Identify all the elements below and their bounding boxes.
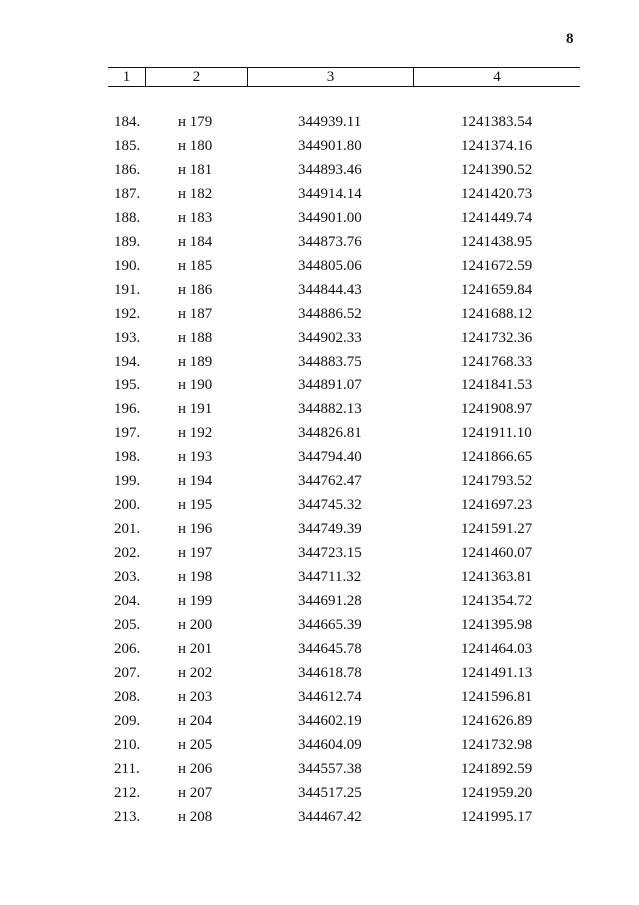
row-number: 202. <box>114 545 141 562</box>
point-name: н 196 <box>178 521 213 538</box>
coordinate-y: 1241793.52 <box>461 473 533 490</box>
point-name: н 194 <box>178 473 213 490</box>
coordinate-y: 1241697.23 <box>461 497 533 514</box>
table-row <box>0 615 639 639</box>
table-row <box>0 352 639 376</box>
coordinate-x: 344893.46 <box>298 161 362 178</box>
table-row <box>0 639 639 663</box>
coordinate-x: 344618.78 <box>298 664 362 681</box>
coordinate-x: 344939.11 <box>298 114 362 130</box>
point-name: н 195 <box>178 497 213 514</box>
row-number: 208. <box>114 688 141 705</box>
coordinate-y: 1241768.33 <box>461 353 533 370</box>
point-name: н 180 <box>178 137 213 154</box>
page-number: 8 <box>566 31 574 47</box>
table-row <box>0 136 639 160</box>
row-number: 191. <box>114 281 141 298</box>
row-number: 185. <box>114 137 141 154</box>
coordinate-x: 344604.09 <box>298 736 362 753</box>
coordinate-y: 1241841.53 <box>461 377 533 394</box>
point-name: н 191 <box>178 401 213 418</box>
point-name: н 182 <box>178 185 213 202</box>
point-name: н 207 <box>178 784 213 801</box>
coordinate-y: 1241374.16 <box>461 137 533 154</box>
point-name: н 179 <box>178 114 213 130</box>
coordinate-x: 344749.39 <box>298 521 362 538</box>
row-number: 194. <box>114 353 141 370</box>
table-row <box>0 519 639 543</box>
coordinate-y: 1241659.84 <box>461 281 533 298</box>
row-number: 211. <box>114 760 140 777</box>
table-row <box>0 423 639 447</box>
point-name: н 193 <box>178 449 213 466</box>
row-number: 190. <box>114 257 141 274</box>
coordinate-y: 1241438.95 <box>461 233 533 250</box>
coordinate-x: 344901.80 <box>298 137 362 154</box>
table-row <box>0 663 639 687</box>
point-name: н 206 <box>178 760 213 777</box>
row-number: 187. <box>114 185 141 202</box>
row-number: 209. <box>114 712 141 729</box>
table-body <box>0 112 639 831</box>
coordinate-x: 344745.32 <box>298 497 362 514</box>
coordinate-x: 344557.38 <box>298 760 362 777</box>
point-name: н 201 <box>178 640 213 657</box>
coordinate-y: 1241732.98 <box>461 736 533 753</box>
table-row <box>0 687 639 711</box>
row-number: 200. <box>114 497 141 514</box>
coordinate-y: 1241383.54 <box>461 114 533 130</box>
coordinate-y: 1241420.73 <box>461 185 533 202</box>
table-row <box>0 591 639 615</box>
point-name: н 198 <box>178 569 213 586</box>
table-row <box>0 256 639 280</box>
row-number: 192. <box>114 305 141 322</box>
point-name: н 185 <box>178 257 213 274</box>
coordinate-y: 1241892.59 <box>461 760 533 777</box>
coordinate-y: 1241626.89 <box>461 712 533 729</box>
table-row <box>0 807 639 831</box>
table-row <box>0 711 639 735</box>
coordinate-y: 1241959.20 <box>461 784 533 801</box>
coordinate-y: 1241688.12 <box>461 305 533 322</box>
coordinate-x: 344711.32 <box>298 569 362 586</box>
coordinate-y: 1241911.10 <box>461 425 532 442</box>
coordinate-x: 344665.39 <box>298 617 362 634</box>
point-name: н 205 <box>178 736 213 753</box>
coordinate-x: 344612.74 <box>298 688 362 705</box>
coordinate-x: 344645.78 <box>298 640 362 657</box>
row-number: 188. <box>114 209 141 226</box>
coordinate-x: 344805.06 <box>298 257 362 274</box>
row-number: 198. <box>114 449 141 466</box>
coordinate-x: 344844.43 <box>298 281 362 298</box>
row-number: 189. <box>114 233 141 250</box>
point-name: н 186 <box>178 281 213 298</box>
coordinate-x: 344882.13 <box>298 401 362 418</box>
coordinate-y: 1241460.07 <box>461 545 533 562</box>
row-number: 207. <box>114 664 141 681</box>
point-name: н 183 <box>178 209 213 226</box>
coordinate-y: 1241995.17 <box>461 808 533 825</box>
point-name: н 200 <box>178 617 213 634</box>
row-number: 205. <box>114 617 141 634</box>
coordinate-x: 344691.28 <box>298 593 362 610</box>
table-row <box>0 328 639 352</box>
coordinate-x: 344602.19 <box>298 712 362 729</box>
table-row <box>0 160 639 184</box>
coordinate-x: 344873.76 <box>298 233 362 250</box>
row-number: 210. <box>114 736 141 753</box>
point-name: н 190 <box>178 377 213 394</box>
row-number: 201. <box>114 521 141 538</box>
table-row <box>0 375 639 399</box>
table-row <box>0 304 639 328</box>
table-row <box>0 399 639 423</box>
coordinate-y: 1241866.65 <box>461 449 533 466</box>
coordinate-y: 1241449.74 <box>461 209 533 226</box>
row-number: 204. <box>114 593 141 610</box>
coordinate-x: 344891.07 <box>298 377 362 394</box>
coordinate-y: 1241363.81 <box>461 569 533 586</box>
coordinate-x: 344794.40 <box>298 449 362 466</box>
coordinate-y: 1241908.97 <box>461 401 533 418</box>
table-row <box>0 543 639 567</box>
coordinate-x: 344826.81 <box>298 425 362 442</box>
point-name: н 199 <box>178 593 213 610</box>
point-name: н 184 <box>178 233 213 250</box>
header-cell-1: 1 <box>108 68 146 86</box>
coordinate-x: 344902.33 <box>298 329 362 346</box>
coordinate-y: 1241395.98 <box>461 617 533 634</box>
point-name: н 188 <box>178 329 213 346</box>
table-row <box>0 783 639 807</box>
header-cell-4: 4 <box>493 68 501 85</box>
coordinate-y: 1241732.36 <box>461 329 533 346</box>
header-cell-2: 2 <box>146 68 248 86</box>
coordinate-x: 344723.15 <box>298 545 362 562</box>
table-row <box>0 567 639 591</box>
coordinate-x: 344883.75 <box>298 353 362 370</box>
table-row <box>0 471 639 495</box>
point-name: н 189 <box>178 353 213 370</box>
table-row <box>0 735 639 759</box>
row-number: 195. <box>114 377 141 394</box>
coordinate-x: 344901.00 <box>298 209 362 226</box>
point-name: н 208 <box>178 808 213 825</box>
point-name: н 197 <box>178 545 213 562</box>
table-row <box>0 447 639 471</box>
point-name: н 203 <box>178 688 213 705</box>
table-header <box>108 67 580 87</box>
row-number: 193. <box>114 329 141 346</box>
table-row <box>0 759 639 783</box>
table-row <box>0 112 639 136</box>
coordinate-y: 1241464.03 <box>461 640 533 657</box>
coordinate-y: 1241491.13 <box>461 664 533 681</box>
coordinate-y: 1241591.27 <box>461 521 533 538</box>
row-number: 184. <box>114 114 141 130</box>
row-number: 186. <box>114 161 141 178</box>
row-number: 206. <box>114 640 141 657</box>
table-row <box>0 495 639 519</box>
header-cell-3: 3 <box>248 68 414 86</box>
point-name: н 181 <box>178 161 213 178</box>
row-number: 212. <box>114 784 141 801</box>
row-number: 196. <box>114 401 141 418</box>
coordinate-x: 344914.14 <box>298 185 362 202</box>
coordinate-x: 344467.42 <box>298 808 362 825</box>
point-name: н 192 <box>178 425 213 442</box>
coordinate-x: 344762.47 <box>298 473 362 490</box>
row-number: 199. <box>114 473 141 490</box>
table-row <box>0 184 639 208</box>
point-name: н 202 <box>178 664 213 681</box>
coordinate-y: 1241390.52 <box>461 161 533 178</box>
table-row <box>0 232 639 256</box>
coordinate-y: 1241672.59 <box>461 257 533 274</box>
row-number: 197. <box>114 425 141 442</box>
point-name: н 187 <box>178 305 213 322</box>
row-number: 213. <box>114 808 141 825</box>
coordinate-x: 344886.52 <box>298 305 362 322</box>
row-number: 203. <box>114 569 141 586</box>
coordinate-y: 1241354.72 <box>461 593 533 610</box>
table-row <box>0 280 639 304</box>
table-row <box>0 208 639 232</box>
point-name: н 204 <box>178 712 213 729</box>
coordinate-y: 1241596.81 <box>461 688 533 705</box>
coordinate-x: 344517.25 <box>298 784 362 801</box>
